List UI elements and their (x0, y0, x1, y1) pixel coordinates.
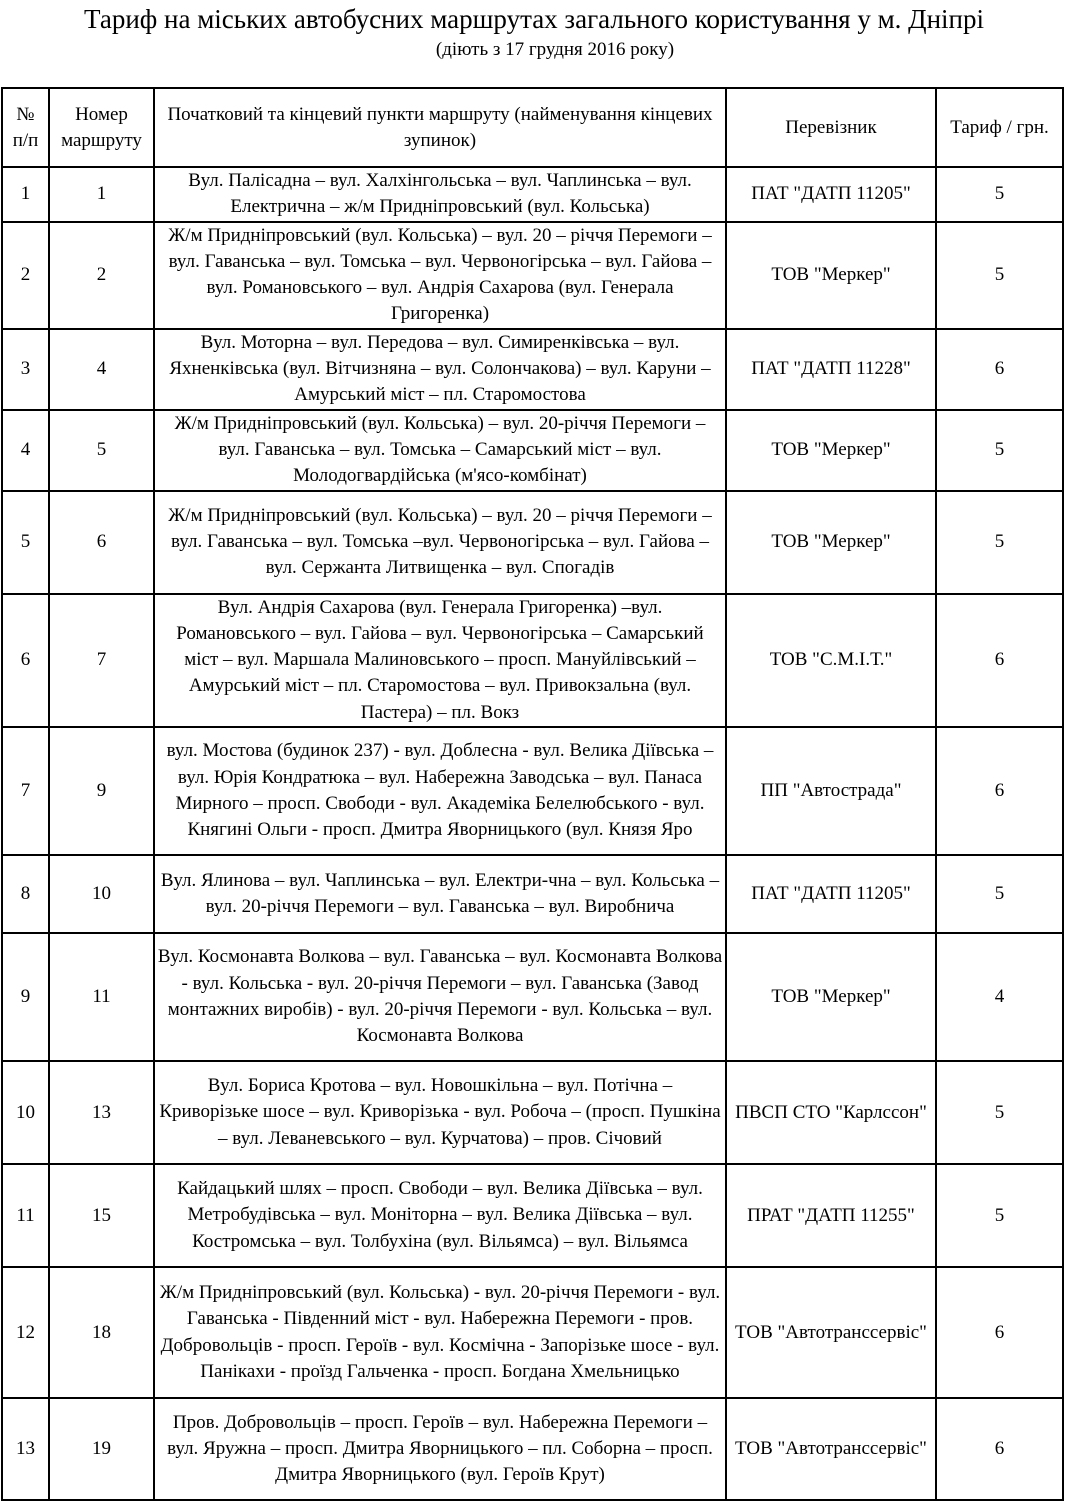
col-header-number: № п/п (2, 88, 49, 167)
cell-route: 9 (49, 727, 154, 855)
cell-route: 7 (49, 594, 154, 727)
table-row (2, 167, 1063, 222)
table-row (2, 491, 1063, 594)
cell-number: 1 (2, 167, 49, 222)
cell-carrier: ТОВ "Меркер" (726, 222, 936, 329)
table-row (2, 1267, 1063, 1398)
cell-carrier: ПАТ "ДАТП 11228" (726, 329, 936, 410)
cell-carrier: ПВСП СТО "Карлссон" (726, 1061, 936, 1164)
cell-number: 3 (2, 329, 49, 410)
cell-path: Ж/м Придніпровський (вул. Кольська) – вул. 20 – річчя Перемоги – вул. Гаванська – вул. Томська – вул. Червоногірська – вул. Гайова – вул. Романовського – вул. Андрія Сахарова (вул. Генерала Григоренка) (154, 222, 726, 329)
cell-path: Вул. Бориса Кротова – вул. Новошкільна – вул. Потічна – Криворізьке шосе – вул. Криворізька - вул. Робоча – (просп. Пушкіна – вул. Леваневського – вул. Курчатова) – пров. Січовий (154, 1061, 726, 1164)
cell-path: Вул. Ялинова – вул. Чаплинська – вул. Електри-чна – вул. Кольська – вул. 20-річчя Перемоги – вул. Гаванська – вул. Виробнича (154, 855, 726, 933)
cell-route: 5 (49, 410, 154, 491)
cell-tariff: 6 (936, 727, 1063, 855)
cell-number: 7 (2, 727, 49, 855)
cell-number: 8 (2, 855, 49, 933)
table-row (2, 727, 1063, 855)
table-row (2, 222, 1063, 329)
table-row (2, 1164, 1063, 1267)
cell-path: Пров. Добровольців – просп. Героїв – вул. Набережна Перемоги – вул. Яружна – просп. Дмитра Яворницького – пл. Соборна – просп. Дмитра Яворницького (вул. Героїв Крут) (154, 1398, 726, 1500)
cell-tariff: 5 (936, 167, 1063, 222)
tariff-table (1, 87, 1064, 1501)
page-title: Тариф на міських автобусних маршрутах загального користування у м. Дніпрі (84, 4, 984, 34)
cell-carrier: ПП "Автострада" (726, 727, 936, 855)
cell-route: 15 (49, 1164, 154, 1267)
table-row (2, 855, 1063, 933)
cell-number: 6 (2, 594, 49, 727)
cell-route: 19 (49, 1398, 154, 1500)
col-header-route: Номер маршруту (49, 88, 154, 167)
table-row (2, 594, 1063, 727)
cell-number: 10 (2, 1061, 49, 1164)
table-row (2, 410, 1063, 491)
cell-tariff: 6 (936, 1267, 1063, 1398)
cell-number: 9 (2, 933, 49, 1061)
cell-tariff: 6 (936, 329, 1063, 410)
table-row (2, 329, 1063, 410)
cell-number: 13 (2, 1398, 49, 1500)
page-subtitle: (діють з 17 грудня 2016 року) (435, 39, 675, 60)
cell-number: 4 (2, 410, 49, 491)
cell-path: Вул. Моторна – вул. Передова – вул. Симиренківська – вул. Яхненківська (вул. Вітчизняна – вул. Солончакова) – вул. Каруни – Амурський міст – пл. Старомостова (154, 329, 726, 410)
cell-tariff: 5 (936, 1164, 1063, 1267)
cell-route: 13 (49, 1061, 154, 1164)
cell-carrier: ТОВ "С.М.І.Т." (726, 594, 936, 727)
cell-route: 4 (49, 329, 154, 410)
col-header-tariff: Тариф / грн. (936, 88, 1063, 167)
cell-carrier: ПРАТ "ДАТП 11255" (726, 1164, 936, 1267)
cell-tariff: 5 (936, 1061, 1063, 1164)
cell-carrier: ПАТ "ДАТП 11205" (726, 855, 936, 933)
cell-number: 11 (2, 1164, 49, 1267)
table-row (2, 933, 1063, 1061)
cell-tariff: 6 (936, 1398, 1063, 1500)
cell-carrier: ТОВ "Автотранссервіс" (726, 1398, 936, 1500)
cell-carrier: ТОВ "Меркер" (726, 491, 936, 594)
cell-number: 5 (2, 491, 49, 594)
cell-path: Ж/м Придніпровський (вул. Кольська) - вул. 20-річчя Перемоги - вул. Гаванська - Південний міст - вул. Набережна Перемоги - пров. Добровольців - просп. Героїв - вул. Космічна - Запорізьке шосе - вул. Панікахи - проїзд Гальченка - просп. Богдана Хмельницько (154, 1267, 726, 1398)
cell-route: 10 (49, 855, 154, 933)
cell-carrier: ТОВ "Автотранссервіс" (726, 1267, 936, 1398)
cell-carrier: ПАТ "ДАТП 11205" (726, 167, 936, 222)
cell-path: вул. Мостова (будинок 237) - вул. Доблесна - вул. Велика Діївська – вул. Юрія Кондратюка – вул. Набережна Заводська – вул. Панаса Мирного – просп. Свободи - вул. Академіка Белелюбського - вул. Княгині Ольги - просп. Дмитра Яворницького (вул. Князя Яро (154, 727, 726, 855)
col-header-path: Початковий та кінцевий пункти маршруту (найменування кінцевих зупинок) (154, 88, 726, 167)
cell-path: Кайдацький шлях – просп. Свободи – вул. Велика Діївська – вул. Метробудівська – вул. Моніторна – вул. Велика Діївська – вул. Костромська – вул. Толбухіна (вул. Вільямса) – вул. Вільямса (154, 1164, 726, 1267)
cell-route: 6 (49, 491, 154, 594)
cell-route: 11 (49, 933, 154, 1061)
cell-number: 12 (2, 1267, 49, 1398)
cell-path: Ж/м Придніпровський (вул. Кольська) – вул. 20 – річчя Перемоги – вул. Гаванська – вул. Томська –вул. Червоногірська – вул. Гайова – вул. Сержанта Литвищенка – вул. Спогадів (154, 491, 726, 594)
cell-number: 2 (2, 222, 49, 329)
table-row (2, 1061, 1063, 1164)
cell-tariff: 5 (936, 410, 1063, 491)
cell-path: Ж/м Придніпровський (вул. Кольська) – вул. 20-річчя Перемоги – вул. Гаванська – вул. Томська – Самарський міст – вул. Молодогвардійська (м'ясо-комбінат) (154, 410, 726, 491)
cell-tariff: 5 (936, 491, 1063, 594)
cell-tariff: 5 (936, 222, 1063, 329)
cell-carrier: ТОВ "Меркер" (726, 933, 936, 1061)
cell-route: 1 (49, 167, 154, 222)
cell-path: Вул. Космонавта Волкова – вул. Гаванська – вул. Космонавта Волкова - вул. Кольська - вул. 20-річчя Перемоги – вул. Гаванська (Завод монтажних виробів) - вул. 20-річчя Перемоги - вул. Кольська – вул. Космонавта Волкова (154, 933, 726, 1061)
table-header-row (2, 88, 1063, 167)
col-header-carrier: Перевізник (726, 88, 936, 167)
cell-tariff: 5 (936, 855, 1063, 933)
cell-tariff: 6 (936, 594, 1063, 727)
cell-carrier: ТОВ "Меркер" (726, 410, 936, 491)
cell-path: Вул. Палісадна – вул. Халхінгольська – вул. Чаплинська – вул. Електрична – ж/м Придніпровський (вул. Кольська) (154, 167, 726, 222)
cell-route: 18 (49, 1267, 154, 1398)
cell-tariff: 4 (936, 933, 1063, 1061)
cell-route: 2 (49, 222, 154, 329)
cell-path: Вул. Андрія Сахарова (вул. Генерала Григоренка) –вул. Романовського – вул. Гайова – вул. Червоногірська – Самарський міст – вул. Маршала Малиновського – просп. Мануйлівський – Амурський міст – пл. Старомостова – вул. Привокзальна (вул. Пастера) – пл. Вокз (154, 594, 726, 727)
